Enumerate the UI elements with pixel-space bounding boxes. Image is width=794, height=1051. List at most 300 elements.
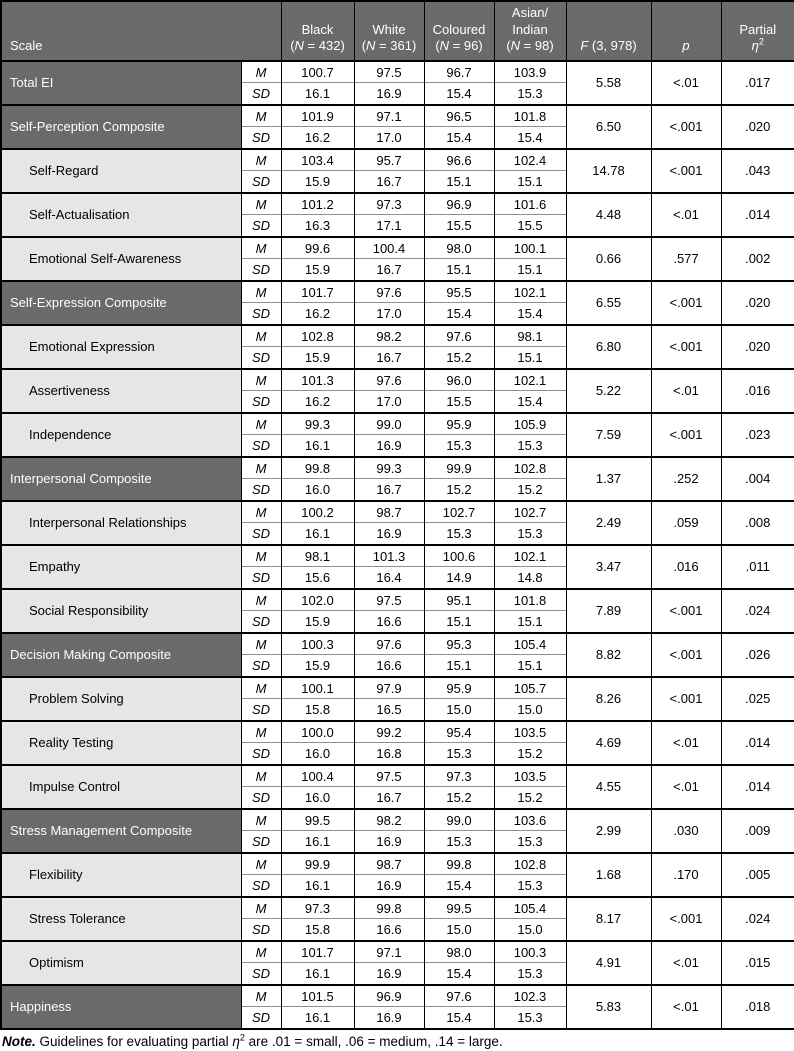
- m-label: M: [241, 721, 281, 743]
- p-cell: <.001: [651, 897, 721, 941]
- eta-cell: .015: [721, 941, 794, 985]
- p-cell: <.001: [651, 589, 721, 633]
- f-cell: 6.50: [566, 105, 651, 149]
- m-label: M: [241, 545, 281, 567]
- scale-cell: Reality Testing: [1, 721, 241, 765]
- p-cell: <.001: [651, 105, 721, 149]
- m-label: M: [241, 809, 281, 831]
- sd-cell: 16.6: [354, 655, 424, 677]
- sd-cell: 15.2: [494, 479, 566, 501]
- p-cell: .170: [651, 853, 721, 897]
- sd-cell: 17.0: [354, 303, 424, 325]
- sd-cell: 15.1: [494, 259, 566, 281]
- eta-superscript: 2: [239, 1032, 245, 1043]
- table-row: [1, 501, 794, 523]
- mean-cell: 101.9: [281, 105, 354, 127]
- scale-cell: Social Responsibility: [1, 589, 241, 633]
- sd-cell: 15.0: [494, 699, 566, 721]
- sd-cell: 15.4: [424, 83, 494, 105]
- sd-cell: 16.1: [281, 523, 354, 545]
- mean-cell: 95.9: [424, 677, 494, 699]
- mean-cell: 97.6: [424, 985, 494, 1007]
- group-column-header-1: White (N = 361): [354, 1, 424, 61]
- p-cell: .252: [651, 457, 721, 501]
- scale-cell: Total EI: [1, 61, 241, 105]
- f-cell: 5.22: [566, 369, 651, 413]
- p-cell: .577: [651, 237, 721, 281]
- mean-cell: 98.1: [281, 545, 354, 567]
- sd-cell: 15.8: [281, 919, 354, 941]
- mean-cell: 100.1: [281, 677, 354, 699]
- sd-cell: 15.5: [494, 215, 566, 237]
- sd-label: SD: [241, 435, 281, 457]
- mean-cell: 95.5: [424, 281, 494, 303]
- eta-cell: .005: [721, 853, 794, 897]
- sd-cell: 15.9: [281, 259, 354, 281]
- mean-cell: 102.1: [494, 281, 566, 303]
- mean-cell: 97.1: [354, 941, 424, 963]
- sd-cell: 16.5: [354, 699, 424, 721]
- sd-cell: 16.8: [354, 743, 424, 765]
- sd-label: SD: [241, 743, 281, 765]
- sd-cell: 16.7: [354, 347, 424, 369]
- mean-cell: 105.4: [494, 633, 566, 655]
- table-row: [1, 765, 794, 787]
- sd-label: SD: [241, 655, 281, 677]
- table-header: [1, 1, 794, 61]
- sd-cell: 15.3: [494, 435, 566, 457]
- group-column-header-0: Black (N = 432): [281, 1, 354, 61]
- mean-cell: 96.9: [424, 193, 494, 215]
- m-label: M: [241, 633, 281, 655]
- sd-cell: 15.4: [494, 303, 566, 325]
- mean-cell: 97.3: [354, 193, 424, 215]
- mean-cell: 99.3: [281, 413, 354, 435]
- sd-cell: 15.9: [281, 611, 354, 633]
- mean-cell: 99.9: [281, 853, 354, 875]
- table-row: [1, 193, 794, 215]
- p-cell: <.001: [651, 413, 721, 457]
- sd-cell: 16.7: [354, 787, 424, 809]
- mean-cell: 99.8: [424, 853, 494, 875]
- mean-cell: 102.8: [281, 325, 354, 347]
- eta-cell: .011: [721, 545, 794, 589]
- table-row: [1, 721, 794, 743]
- sd-cell: 16.7: [354, 171, 424, 193]
- sd-cell: 16.9: [354, 831, 424, 853]
- mean-cell: 101.5: [281, 985, 354, 1007]
- table-note: [0, 1030, 794, 1049]
- mean-cell: 98.1: [494, 325, 566, 347]
- scale-cell: Happiness: [1, 985, 241, 1029]
- mean-cell: 103.5: [494, 765, 566, 787]
- mean-cell: 96.0: [424, 369, 494, 391]
- scale-cell: Assertiveness: [1, 369, 241, 413]
- sd-cell: 15.1: [424, 259, 494, 281]
- mean-cell: 100.4: [354, 237, 424, 259]
- sd-cell: 15.3: [494, 963, 566, 985]
- sd-cell: 16.1: [281, 963, 354, 985]
- p-cell: .030: [651, 809, 721, 853]
- eta-cell: .004: [721, 457, 794, 501]
- sd-cell: 15.1: [424, 611, 494, 633]
- f-cell: 7.89: [566, 589, 651, 633]
- eta-cell: .014: [721, 193, 794, 237]
- f-cell: 7.59: [566, 413, 651, 457]
- f-cell: 8.26: [566, 677, 651, 721]
- mean-cell: 102.8: [494, 853, 566, 875]
- eta-symbol: η: [232, 1033, 240, 1049]
- mean-cell: 99.5: [281, 809, 354, 831]
- p-cell: <.01: [651, 193, 721, 237]
- mean-cell: 97.6: [424, 325, 494, 347]
- eta-cell: .020: [721, 325, 794, 369]
- mean-cell: 97.9: [354, 677, 424, 699]
- scale-cell: Self-Expression Composite: [1, 281, 241, 325]
- mean-cell: 105.4: [494, 897, 566, 919]
- m-label: M: [241, 897, 281, 919]
- f-cell: 2.99: [566, 809, 651, 853]
- sd-cell: 15.1: [494, 347, 566, 369]
- mean-cell: 101.8: [494, 105, 566, 127]
- mean-cell: 97.1: [354, 105, 424, 127]
- table-row: [1, 853, 794, 875]
- p-cell: <.01: [651, 765, 721, 809]
- table-row: [1, 149, 794, 171]
- m-label: M: [241, 941, 281, 963]
- sd-label: SD: [241, 567, 281, 589]
- sd-cell: 16.6: [354, 611, 424, 633]
- sd-cell: 16.1: [281, 1007, 354, 1029]
- group-column-header-2: Coloured (N = 96): [424, 1, 494, 61]
- sd-cell: 15.5: [424, 391, 494, 413]
- p-cell: <.001: [651, 281, 721, 325]
- eta-cell: .009: [721, 809, 794, 853]
- mean-cell: 97.3: [424, 765, 494, 787]
- mean-cell: 97.6: [354, 633, 424, 655]
- mean-cell: 95.1: [424, 589, 494, 611]
- sd-cell: 15.3: [424, 831, 494, 853]
- m-label: M: [241, 237, 281, 259]
- mean-cell: 98.7: [354, 501, 424, 523]
- sd-cell: 15.4: [424, 127, 494, 149]
- group-column-header-3: Asian/ Indian (N = 98): [494, 1, 566, 61]
- mean-cell: 101.8: [494, 589, 566, 611]
- mean-cell: 96.7: [424, 61, 494, 83]
- mean-cell: 97.5: [354, 589, 424, 611]
- eta-cell: .024: [721, 589, 794, 633]
- f-cell: 4.91: [566, 941, 651, 985]
- sd-cell: 16.2: [281, 303, 354, 325]
- table-row: [1, 281, 794, 303]
- eta-cell: .008: [721, 501, 794, 545]
- mean-cell: 96.9: [354, 985, 424, 1007]
- partial-eta-column-header: Partial $\eta^2$: [721, 1, 794, 61]
- mean-cell: 101.7: [281, 281, 354, 303]
- note-label: Note.: [2, 1033, 36, 1049]
- p-cell: <.01: [651, 369, 721, 413]
- scale-cell: Stress Tolerance: [1, 897, 241, 941]
- sd-cell: 15.3: [424, 743, 494, 765]
- sd-label: SD: [241, 919, 281, 941]
- sd-cell: 15.1: [494, 611, 566, 633]
- m-label: M: [241, 61, 281, 83]
- mean-cell: 97.5: [354, 765, 424, 787]
- table-row: [1, 105, 794, 127]
- mean-cell: 98.0: [424, 237, 494, 259]
- eta-cell: .023: [721, 413, 794, 457]
- p-cell: <.001: [651, 633, 721, 677]
- eta-cell: .020: [721, 281, 794, 325]
- sd-cell: 15.6: [281, 567, 354, 589]
- sd-label: SD: [241, 523, 281, 545]
- mean-cell: 102.1: [494, 545, 566, 567]
- sd-cell: 15.0: [494, 919, 566, 941]
- sd-cell: 16.1: [281, 83, 354, 105]
- mean-cell: 102.4: [494, 149, 566, 171]
- mean-cell: 99.8: [281, 457, 354, 479]
- mean-cell: 97.5: [354, 61, 424, 83]
- scale-column-header: Scale: [1, 1, 281, 61]
- mean-cell: 103.5: [494, 721, 566, 743]
- p-cell: .059: [651, 501, 721, 545]
- mean-cell: 99.3: [354, 457, 424, 479]
- eta-cell: .017: [721, 61, 794, 105]
- m-label: M: [241, 149, 281, 171]
- sd-label: SD: [241, 303, 281, 325]
- f-cell: 1.68: [566, 853, 651, 897]
- m-label: M: [241, 765, 281, 787]
- f-cell: 5.83: [566, 985, 651, 1029]
- mean-cell: 100.4: [281, 765, 354, 787]
- p-column-header: p: [651, 1, 721, 61]
- sd-label: SD: [241, 787, 281, 809]
- sd-label: SD: [241, 391, 281, 413]
- table-row: [1, 413, 794, 435]
- mean-cell: 102.8: [494, 457, 566, 479]
- table-row: [1, 589, 794, 611]
- sd-label: SD: [241, 215, 281, 237]
- scale-cell: Interpersonal Relationships: [1, 501, 241, 545]
- sd-cell: 15.4: [424, 963, 494, 985]
- table-row: [1, 325, 794, 347]
- p-cell: .016: [651, 545, 721, 589]
- sd-cell: 16.0: [281, 479, 354, 501]
- sd-label: SD: [241, 171, 281, 193]
- m-label: M: [241, 501, 281, 523]
- sd-cell: 15.4: [494, 391, 566, 413]
- mean-cell: 99.6: [281, 237, 354, 259]
- mean-cell: 100.3: [494, 941, 566, 963]
- m-label: M: [241, 985, 281, 1007]
- mean-cell: 102.7: [494, 501, 566, 523]
- mean-cell: 99.8: [354, 897, 424, 919]
- m-label: M: [241, 677, 281, 699]
- sd-cell: 16.2: [281, 391, 354, 413]
- sd-cell: 16.9: [354, 83, 424, 105]
- mean-cell: 100.1: [494, 237, 566, 259]
- sd-cell: 15.4: [424, 303, 494, 325]
- sd-cell: 15.3: [494, 83, 566, 105]
- sd-cell: 15.8: [281, 699, 354, 721]
- mean-cell: 98.2: [354, 325, 424, 347]
- scale-cell: Empathy: [1, 545, 241, 589]
- sd-cell: 16.9: [354, 523, 424, 545]
- sd-cell: 15.0: [424, 919, 494, 941]
- sd-cell: 15.1: [494, 171, 566, 193]
- mean-cell: 102.1: [494, 369, 566, 391]
- sd-cell: 16.3: [281, 215, 354, 237]
- sd-cell: 17.0: [354, 391, 424, 413]
- sd-cell: 14.9: [424, 567, 494, 589]
- sd-label: SD: [241, 611, 281, 633]
- sd-cell: 16.4: [354, 567, 424, 589]
- f-cell: 4.48: [566, 193, 651, 237]
- mean-cell: 98.7: [354, 853, 424, 875]
- header-row: [1, 1, 794, 61]
- table-body: [1, 61, 794, 1029]
- mean-cell: 100.0: [281, 721, 354, 743]
- mean-cell: 99.2: [354, 721, 424, 743]
- f-cell: 8.17: [566, 897, 651, 941]
- f-cell: 4.69: [566, 721, 651, 765]
- sd-cell: 15.2: [424, 479, 494, 501]
- sd-cell: 15.9: [281, 347, 354, 369]
- mean-cell: 97.3: [281, 897, 354, 919]
- mean-cell: 101.6: [494, 193, 566, 215]
- sd-cell: 15.9: [281, 655, 354, 677]
- f-cell: 0.66: [566, 237, 651, 281]
- sd-cell: 15.4: [494, 127, 566, 149]
- m-label: M: [241, 589, 281, 611]
- sd-cell: 15.4: [424, 875, 494, 897]
- sd-label: SD: [241, 127, 281, 149]
- sd-cell: 15.1: [494, 655, 566, 677]
- mean-cell: 103.9: [494, 61, 566, 83]
- scale-cell: Self-Actualisation: [1, 193, 241, 237]
- sd-cell: 16.0: [281, 743, 354, 765]
- sd-cell: 16.1: [281, 831, 354, 853]
- eta-cell: .020: [721, 105, 794, 149]
- eta-cell: .014: [721, 721, 794, 765]
- f-cell: 1.37: [566, 457, 651, 501]
- scale-cell: Interpersonal Composite: [1, 457, 241, 501]
- mean-cell: 98.2: [354, 809, 424, 831]
- sd-cell: 15.0: [424, 699, 494, 721]
- mean-cell: 103.6: [494, 809, 566, 831]
- mean-cell: 96.5: [424, 105, 494, 127]
- eta-cell: .014: [721, 765, 794, 809]
- sd-label: SD: [241, 479, 281, 501]
- mean-cell: 101.2: [281, 193, 354, 215]
- sd-cell: 15.9: [281, 171, 354, 193]
- scale-cell: Flexibility: [1, 853, 241, 897]
- p-cell: <.001: [651, 149, 721, 193]
- sd-cell: 16.9: [354, 875, 424, 897]
- mean-cell: 95.9: [424, 413, 494, 435]
- sd-cell: 16.9: [354, 963, 424, 985]
- eta-cell: .024: [721, 897, 794, 941]
- sd-cell: 15.1: [424, 171, 494, 193]
- mean-cell: 100.7: [281, 61, 354, 83]
- sd-label: SD: [241, 831, 281, 853]
- sd-cell: 15.3: [494, 875, 566, 897]
- sd-label: SD: [241, 699, 281, 721]
- eta-cell: .016: [721, 369, 794, 413]
- sd-cell: 15.2: [494, 787, 566, 809]
- scale-cell: Emotional Self-Awareness: [1, 237, 241, 281]
- table-row: [1, 633, 794, 655]
- sd-cell: 15.5: [424, 215, 494, 237]
- eta-cell: .002: [721, 237, 794, 281]
- sd-label: SD: [241, 963, 281, 985]
- f-cell: 3.47: [566, 545, 651, 589]
- scale-cell: Self-Regard: [1, 149, 241, 193]
- table-row: [1, 677, 794, 699]
- mean-cell: 95.4: [424, 721, 494, 743]
- mean-cell: 99.0: [424, 809, 494, 831]
- scale-cell: Impulse Control: [1, 765, 241, 809]
- sd-label: SD: [241, 347, 281, 369]
- mean-cell: 100.6: [424, 545, 494, 567]
- mean-cell: 99.0: [354, 413, 424, 435]
- sd-cell: 16.2: [281, 127, 354, 149]
- scale-cell: Emotional Expression: [1, 325, 241, 369]
- sd-label: SD: [241, 83, 281, 105]
- p-cell: <.01: [651, 61, 721, 105]
- mean-cell: 105.7: [494, 677, 566, 699]
- sd-label: SD: [241, 1007, 281, 1029]
- mean-cell: 102.3: [494, 985, 566, 1007]
- sd-cell: 15.2: [494, 743, 566, 765]
- scale-cell: Decision Making Composite: [1, 633, 241, 677]
- m-label: M: [241, 105, 281, 127]
- sd-cell: 16.7: [354, 479, 424, 501]
- mean-cell: 95.7: [354, 149, 424, 171]
- sd-cell: 15.3: [494, 831, 566, 853]
- mean-cell: 98.0: [424, 941, 494, 963]
- sd-cell: 15.2: [424, 347, 494, 369]
- f-cell: 6.80: [566, 325, 651, 369]
- f-column-header: F (3, 978): [566, 1, 651, 61]
- eta-cell: .043: [721, 149, 794, 193]
- scale-cell: Stress Management Composite: [1, 809, 241, 853]
- table-row: [1, 809, 794, 831]
- table-row: [1, 61, 794, 83]
- table-row: [1, 941, 794, 963]
- m-label: M: [241, 457, 281, 479]
- sd-cell: 16.9: [354, 1007, 424, 1029]
- sd-label: SD: [241, 875, 281, 897]
- f-cell: 4.55: [566, 765, 651, 809]
- p-cell: <.01: [651, 721, 721, 765]
- sd-cell: 16.1: [281, 435, 354, 457]
- sd-cell: 17.1: [354, 215, 424, 237]
- sd-label: SD: [241, 259, 281, 281]
- p-cell: <.001: [651, 677, 721, 721]
- f-cell: 2.49: [566, 501, 651, 545]
- mean-cell: 100.3: [281, 633, 354, 655]
- m-label: M: [241, 325, 281, 347]
- sd-cell: 16.0: [281, 787, 354, 809]
- mean-cell: 102.0: [281, 589, 354, 611]
- sd-cell: 16.7: [354, 259, 424, 281]
- table-row: [1, 237, 794, 259]
- eta-cell: .026: [721, 633, 794, 677]
- mean-cell: 103.4: [281, 149, 354, 171]
- sd-cell: 14.8: [494, 567, 566, 589]
- mean-cell: 105.9: [494, 413, 566, 435]
